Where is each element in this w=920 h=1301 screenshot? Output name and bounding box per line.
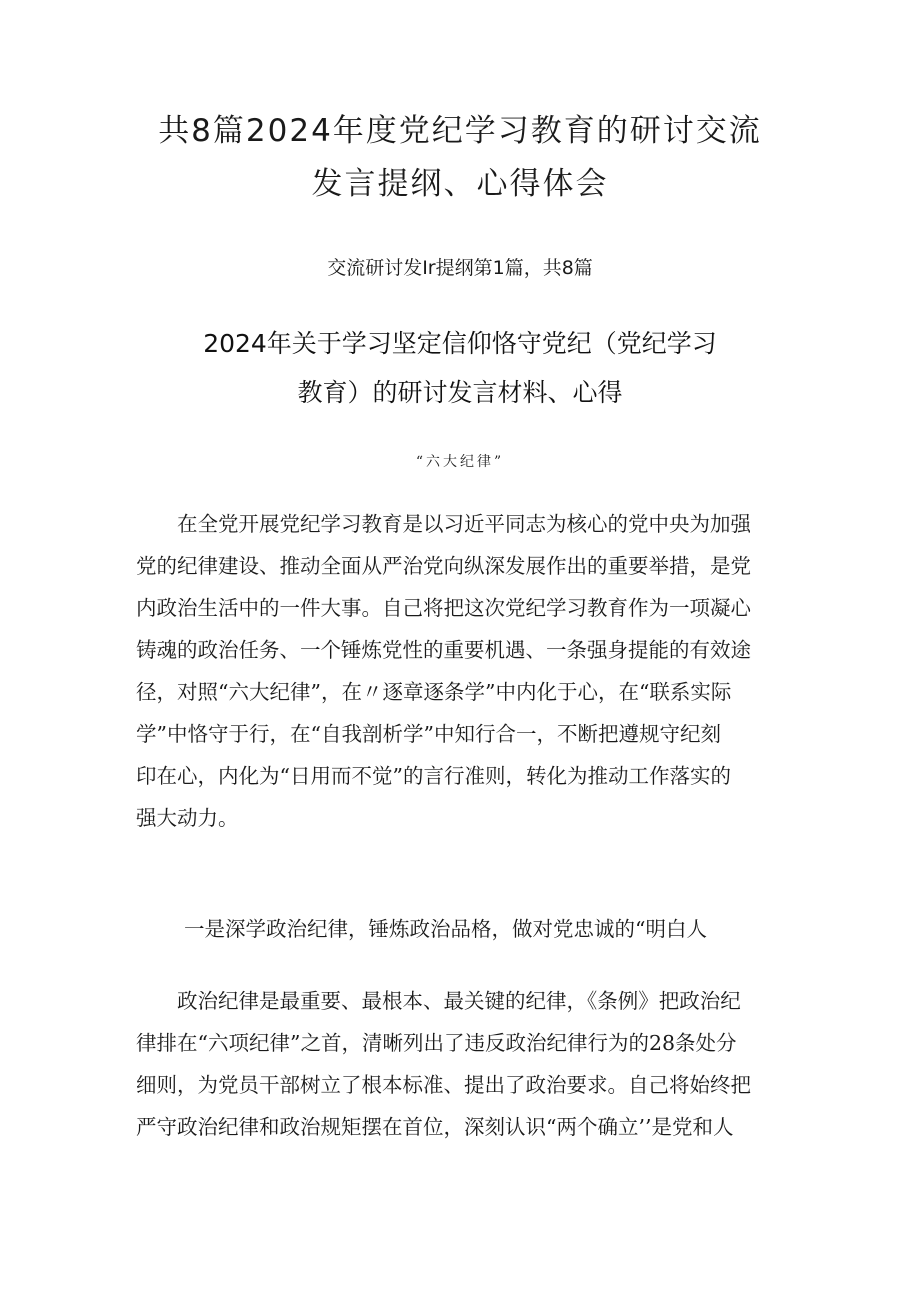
article-title-line-2: 教育）的研讨发言材料、心得 <box>297 378 623 407</box>
paragraph-line: 严守政治纪律和政治规矩摆在首位，深刻认识“两个确立’’是党和人 <box>136 1115 734 1139</box>
main-title-line-2: 发言提纲、心得体会 <box>311 166 609 202</box>
section-paragraph <box>136 980 796 1148</box>
paragraph-line: 党的纪律建设、推动全面从严治党向纵深发展作出的重要举措，是党 <box>136 554 751 578</box>
section-heading: 一是深学政治纪律，锤炼政治品格，做对党忠诚的“明白人 <box>184 917 707 941</box>
intro-paragraph <box>136 503 796 839</box>
paragraph-line: 印在心，内化为“日用而不觉”的言行准则，转化为推动工作落实的 <box>136 764 731 788</box>
paragraph-line: 内政治生活中的一件大事。自己将把这次党纪学习教育作为一项凝心 <box>136 596 751 620</box>
paragraph-line: 律排在“六项纪律”之首，清晰列出了违反政治纪律行为的28条处分 <box>136 1031 737 1055</box>
article-title-line-1: 2024年关于学习坚定信仰恪守党纪（党纪学习 <box>203 329 717 358</box>
paragraph-line: 细则，为党员干部树立了根本标准、提出了政治要求。自己将始终把 <box>136 1073 751 1097</box>
paragraph-line: 强大动力。 <box>136 806 239 830</box>
topic-tag: “六大纪律” <box>415 454 505 470</box>
paragraph-line: 铸魂的政治任务、一个锤炼党性的重要机遇、一条强身提能的有效途 <box>136 638 751 662</box>
chapter-label: 交流研讨发Ir提纲第1篇，共8篇 <box>327 257 593 279</box>
paragraph-line: 在全党开展党纪学习教育是以习近平同志为核心的党中央为加强 <box>136 512 751 536</box>
paragraph-line: 径，对照“六大纪律”，在〃逐章逐条学”中内化于心，在“联系实际 <box>136 680 732 704</box>
main-title-line-1: 共8篇2024年度党纪学习教育的研讨交流 <box>158 113 762 149</box>
paragraph-line: 学”中恪守于行，在“自我剖析学”中知行合一，不断把遵规守纪刻 <box>136 722 721 746</box>
paragraph-line: 政治纪律是最重要、最根本、最关键的纪律，《条例》把政治纪 <box>136 989 741 1013</box>
